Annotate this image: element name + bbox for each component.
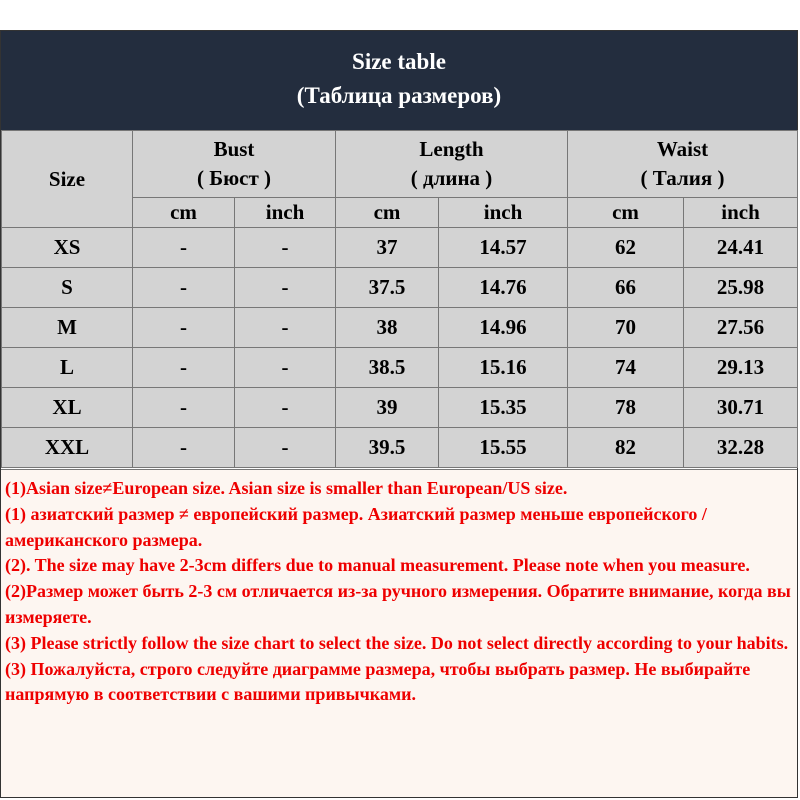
table-cell: 15.35 xyxy=(439,388,568,428)
note: (3) Пожалуйста, строго следуйте диаграмме размера, чтобы выбрать размер. Не выбирайте напрямую в соответствии с вашими привычками. xyxy=(5,658,751,705)
group-name-ru: ( Талия ) xyxy=(640,166,725,190)
table-cell: 25.98 xyxy=(684,268,798,308)
table-row xyxy=(2,308,798,348)
notes-panel xyxy=(1,469,797,797)
table-row xyxy=(2,228,798,268)
size-column-header: Size xyxy=(2,131,133,228)
table-cell: 15.55 xyxy=(439,428,568,468)
group-name: Bust xyxy=(213,137,255,161)
table-cell: 78 xyxy=(568,388,684,428)
unit-header: cm xyxy=(133,198,235,228)
size-table xyxy=(1,130,798,468)
table-row xyxy=(2,428,798,468)
group-name: Waist xyxy=(656,137,709,161)
note: (1) азиатский размер ≠ европейский размер. Азиатский размер меньше европейского / американского размера. xyxy=(5,503,707,550)
waist-group-header xyxy=(568,131,798,198)
table-cell: 15.16 xyxy=(439,348,568,388)
table-cell: - xyxy=(133,348,235,388)
unit-header: inch xyxy=(235,198,336,228)
table-cell: 70 xyxy=(568,308,684,348)
table-cell: 82 xyxy=(568,428,684,468)
table-cell: 14.96 xyxy=(439,308,568,348)
table-cell: - xyxy=(133,228,235,268)
table-cell: - xyxy=(235,268,336,308)
table-cell: - xyxy=(235,428,336,468)
table-row xyxy=(2,268,798,308)
size-cell: S xyxy=(2,268,133,308)
size-cell: XS xyxy=(2,228,133,268)
table-row xyxy=(2,348,798,388)
table-cell: 74 xyxy=(568,348,684,388)
note: (1)Asian size≠European size. Asian size is smaller than European/US size. xyxy=(5,478,568,498)
chart-header xyxy=(1,31,797,130)
table-cell: 38.5 xyxy=(336,348,439,388)
table-cell: - xyxy=(235,228,336,268)
size-cell: M xyxy=(2,308,133,348)
table-cell: 32.28 xyxy=(684,428,798,468)
size-cell: XL xyxy=(2,388,133,428)
note: (2)Размер может быть 2-3 см отличается из-за ручного измерения. Обратите внимание, когда вы измеряете. xyxy=(5,581,791,627)
table-cell: - xyxy=(235,348,336,388)
table-header-row xyxy=(2,131,798,198)
size-chart xyxy=(0,30,798,798)
group-name: Length xyxy=(419,137,484,161)
table-cell: 37 xyxy=(336,228,439,268)
note: (3) Please strictly follow the size chart to select the size. Do not select directly according to your habits. xyxy=(5,632,789,653)
table-cell: 66 xyxy=(568,268,684,308)
table-cell: - xyxy=(133,388,235,428)
size-rows xyxy=(2,228,798,468)
table-cell: 62 xyxy=(568,228,684,268)
table-row xyxy=(2,388,798,428)
size-cell: L xyxy=(2,348,133,388)
chart-subtitle: (Таблица размеров) xyxy=(296,83,502,108)
table-cell: 29.13 xyxy=(684,348,798,388)
table-cell: - xyxy=(235,388,336,428)
group-name-ru: ( длина ) xyxy=(410,166,493,190)
bust-group-header xyxy=(133,131,336,198)
chart-title: Size table xyxy=(352,49,446,74)
length-group-header xyxy=(336,131,568,198)
table-cell: 39 xyxy=(336,388,439,428)
table-cell: - xyxy=(133,268,235,308)
table-cell: 14.76 xyxy=(439,268,568,308)
size-cell: XXL xyxy=(2,428,133,468)
table-cell: 30.71 xyxy=(684,388,798,428)
unit-header: inch xyxy=(439,198,568,228)
group-name-ru: ( Бюст ) xyxy=(196,166,272,190)
table-cell: 27.56 xyxy=(684,308,798,348)
table-cell: - xyxy=(133,428,235,468)
table-cell: - xyxy=(235,308,336,348)
table-cell: - xyxy=(133,308,235,348)
table-cell: 38 xyxy=(336,308,439,348)
unit-header: cm xyxy=(568,198,684,228)
note: (2). The size may have 2-3cm differs due to manual measurement. Please note when you measure. xyxy=(5,555,750,576)
table-cell: 24.41 xyxy=(684,228,798,268)
table-cell: 39.5 xyxy=(336,428,439,468)
table-cell: 37.5 xyxy=(336,268,439,308)
unit-header: inch xyxy=(684,198,798,228)
table-cell: 14.57 xyxy=(439,228,568,268)
unit-header: cm xyxy=(336,198,439,228)
